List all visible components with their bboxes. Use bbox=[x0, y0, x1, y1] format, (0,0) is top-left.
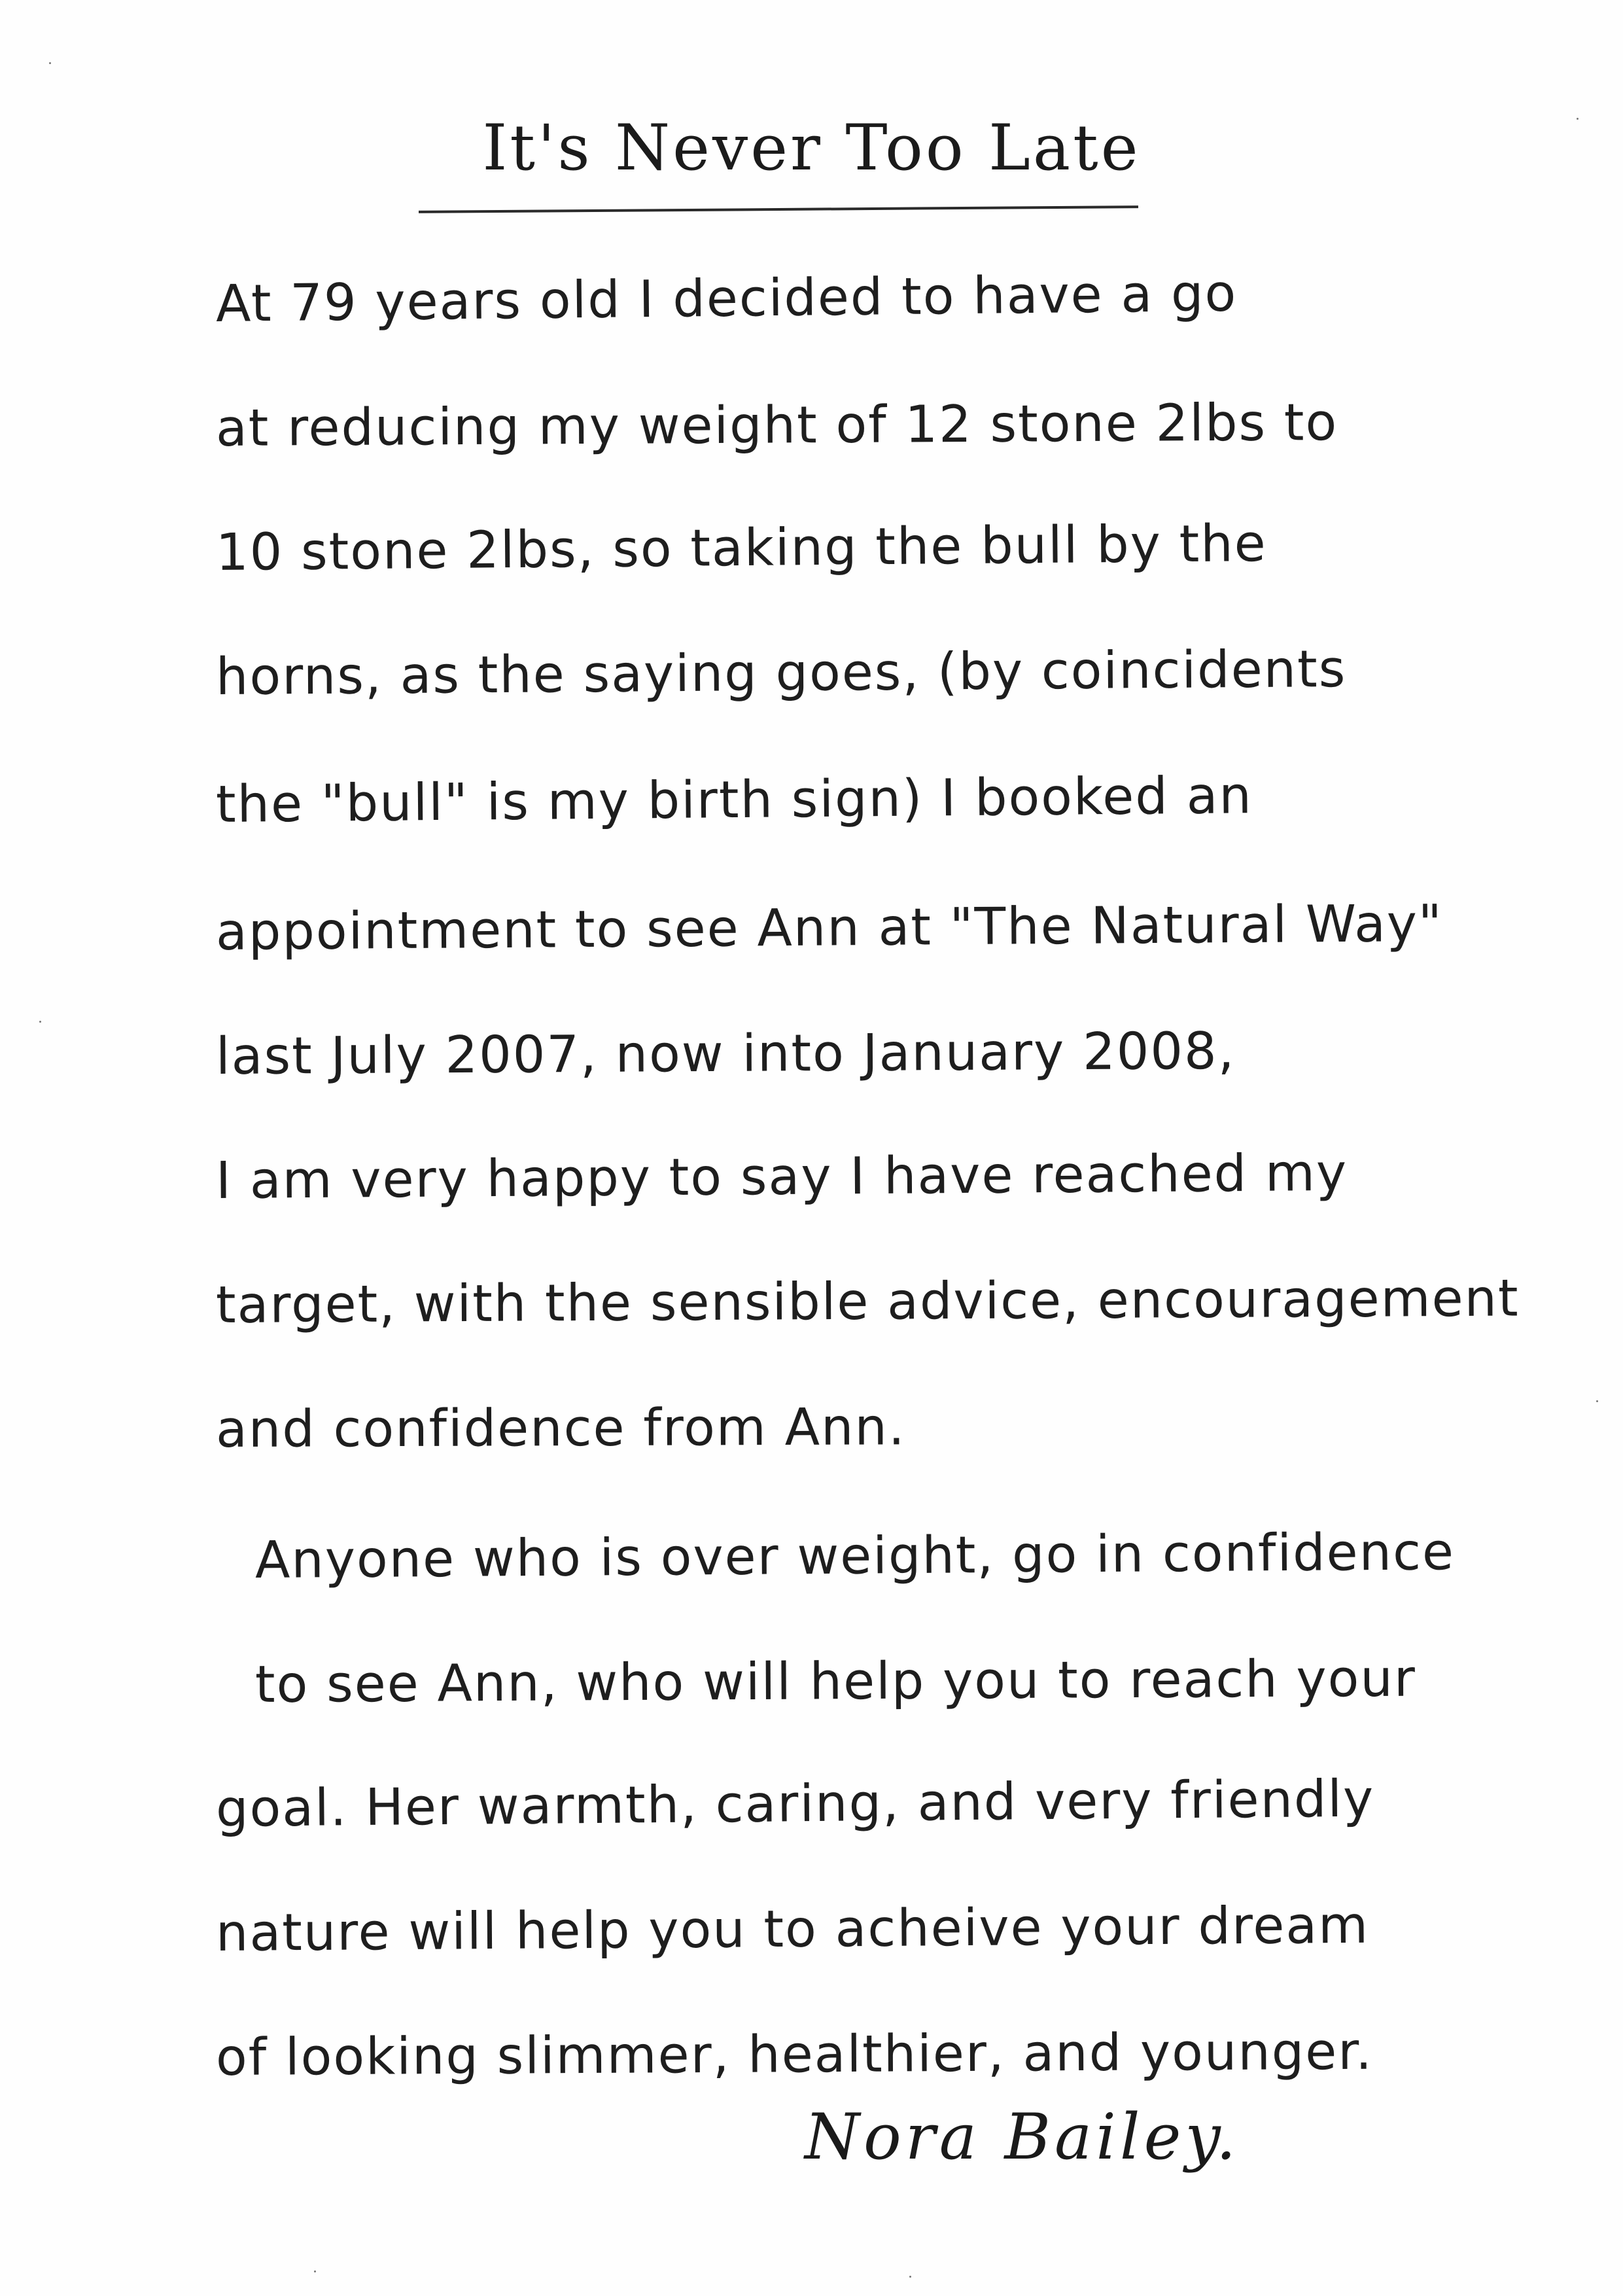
letter-line: at reducing my weight of 12 stone 2lbs to bbox=[215, 393, 1338, 458]
letter-line: the "bull" is my birth sign) I booked an bbox=[215, 766, 1253, 834]
letter-line: nature will help you to acheive your dream bbox=[215, 1896, 1370, 1963]
letter-line: At 79 years old I decided to have a go bbox=[215, 264, 1238, 334]
scan-speck bbox=[1596, 1400, 1598, 1402]
scan-speck bbox=[49, 62, 51, 64]
scan-speck bbox=[1577, 118, 1579, 120]
letter-line: horns, as the saying goes, (by coincidents bbox=[215, 639, 1347, 707]
scan-speck bbox=[909, 2276, 911, 2278]
letter-line: goal. Her warmth, caring, and very friendly bbox=[215, 1769, 1375, 1839]
letter-line: to see Ann, who will help you to reach your bbox=[254, 1649, 1417, 1714]
letter-line: and confidence from Ann. bbox=[215, 1398, 906, 1459]
letter-line: last July 2007, now into January 2008, bbox=[215, 1021, 1236, 1086]
letter-line: target, with the sensible advice, encouragement bbox=[215, 1269, 1520, 1335]
letter-line: 10 stone 2lbs, so taking the bull by the bbox=[215, 514, 1268, 582]
signature: Nora Bailey. bbox=[805, 2100, 1240, 2174]
scan-speck bbox=[314, 2270, 316, 2272]
letter-title: It's Never Too Late bbox=[482, 111, 1141, 185]
letter-line: I am very happy to say I have reached my bbox=[215, 1143, 1348, 1210]
title-underline bbox=[419, 205, 1138, 213]
letter-line: of looking slimmer, healthier, and younger. bbox=[215, 2022, 1374, 2087]
letter-line: Anyone who is over weight, go in confidence bbox=[254, 1523, 1456, 1590]
scan-speck bbox=[39, 1021, 41, 1023]
letter-line: appointment to see Ann at "The Natural Way" bbox=[215, 894, 1444, 962]
